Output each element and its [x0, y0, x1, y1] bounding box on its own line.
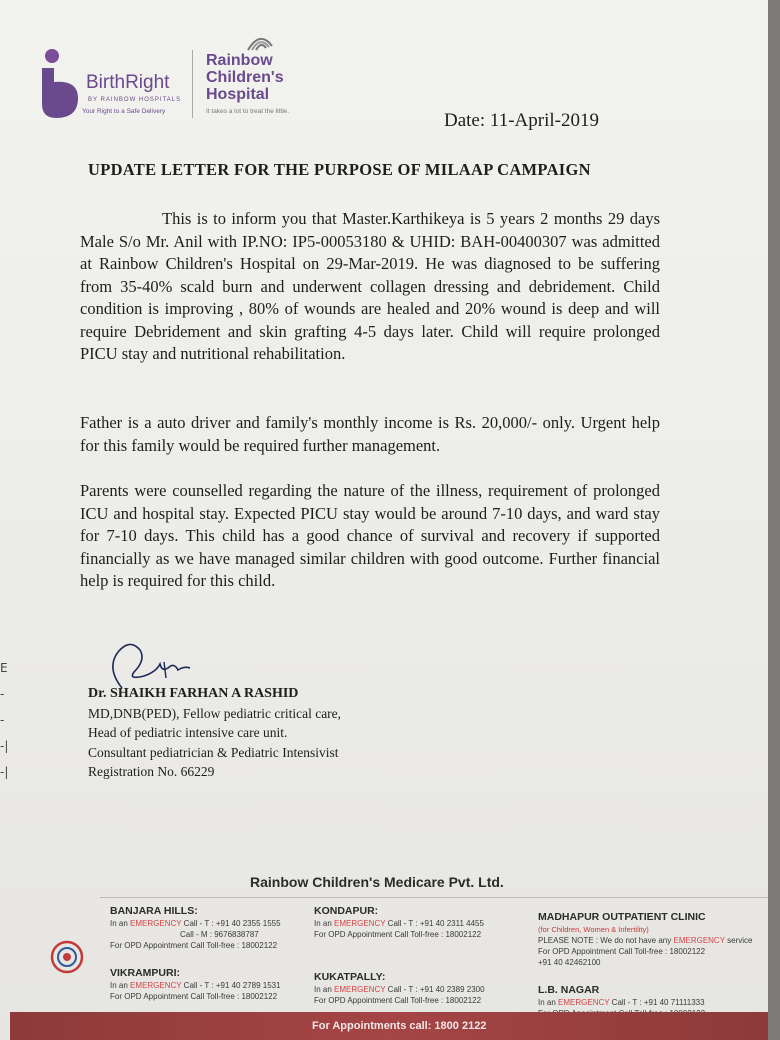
birthright-tagline: Your Right to a Safe Delivery — [82, 108, 166, 115]
footer-divider — [100, 897, 768, 898]
location-madhapur: MADHAPUR OUTPATIENT CLINIC (for Children, Women & Infertility) PLEASE NOTE : We do not have any EMERGENCY service For OPD Appointment Call Toll-free : 18002122 +91 40 42462100 — [538, 911, 753, 967]
paragraph-2-text: Father is a auto driver and family's monthly income is Rs. 20,000/- only. Urgent help for this family would be required further management. — [80, 413, 660, 455]
signatory-qualification: MD,DNB(PED), Fellow pediatric critical care, — [88, 705, 342, 721]
letter-title: UPDATE LETTER FOR THE PURPOSE OF MILAAP CAMPAIGN — [88, 160, 591, 179]
rainbow-line-2: Children's — [206, 69, 284, 86]
signatory-role: Head of pediatric intensive care unit. — [88, 725, 288, 740]
birthright-name: BirthRight — [86, 72, 170, 93]
letter-date: Date: 11-April-2019 — [444, 110, 599, 131]
paragraph-1-text: This is to inform you that Master.Karthikeya is 5 years 2 months 29 days Male S/o Mr. Anil with IP.NO: IP5-00053180 & UHID: BAH-00400307 was admitted at Rainbow Children's Hospital on 29-Mar-2019. He was diagnosed to be suffering from 35-40% scald burn and underwent collagen dressing and debridement. Child condition is improving , 80% of wounds are healed and 20% wound is deep and will require Debridement and skin grafting 4-5 days later. Child will require prolonged PICU stay and nutritional rehabilitation. — [80, 209, 660, 363]
location-vikrampuri: VIKRAMPURI: In an EMERGENCY Call - T : +91 40 2789 1531 For OPD Appointment Call Toll-free : 18002122 — [110, 967, 281, 1001]
rainbow-logo — [204, 32, 324, 120]
company-name: Rainbow Children's Medicare Pvt. Ltd. — [250, 874, 504, 890]
signatory-block — [88, 684, 341, 782]
signatory-registration: Registration No. 66229 — [88, 764, 215, 779]
location-kukatpally: KUKATPALLY: In an EMERGENCY Call - T : +91 40 2389 2300 For OPD Appointment Call Toll-free : 18002122 — [314, 971, 485, 1005]
rainbow-line-3: Hospital — [206, 86, 270, 103]
paragraph-3-text: Parents were counselled regarding the nature of the illness, requirement of prolonged ICU and hospital stay. Expected PICU stay would be around 7-10 days, and ward stay for 7-10 days. This child has a good chance of survival and recovery if supported financially as we have managed similar children with good outcome. Further financial help is required for this child. — [80, 481, 660, 590]
location-lb-nagar: L.B. NAGAR In an EMERGENCY Call - T : +91 40 71111333 — [538, 984, 705, 1007]
rainbow-tagline: It takes a lot to treat the little. — [206, 108, 290, 115]
rainbow-arc-icon — [244, 32, 276, 52]
paragraph-1 — [80, 208, 660, 366]
paragraph-3 — [80, 480, 660, 593]
page-edge-marks: E - - -| -| — [0, 661, 9, 779]
birthright-mark-icon — [38, 46, 82, 118]
location-kondapur: KONDAPUR: In an EMERGENCY Call - T : +91 40 2311 4455 For OPD Appointment Call Toll-free : 18002122 — [314, 905, 484, 939]
paragraph-2 — [80, 412, 660, 457]
signatory-name: Dr. SHAIKH FARHAN A RASHID — [88, 686, 299, 701]
hospital-seal-icon — [50, 940, 84, 974]
location-banjara-hills: BANJARA HILLS: In an EMERGENCY Call - T : +91 40 2355 1555 Call - M : 9676838787 For OPD Appointment Call Toll-free : 18002122 — [110, 905, 281, 950]
logo-divider — [192, 50, 193, 118]
rainbow-line-1: Rainbow — [206, 52, 273, 69]
appointments-line: For Appointments call: 1800 2122 — [312, 1020, 487, 1032]
signatory-title: Consultant pediatrician & Pediatric Intensivist — [88, 744, 339, 760]
birthright-sub: BY RAINBOW HOSPITALS — [88, 97, 182, 103]
birthright-logo — [38, 42, 188, 120]
